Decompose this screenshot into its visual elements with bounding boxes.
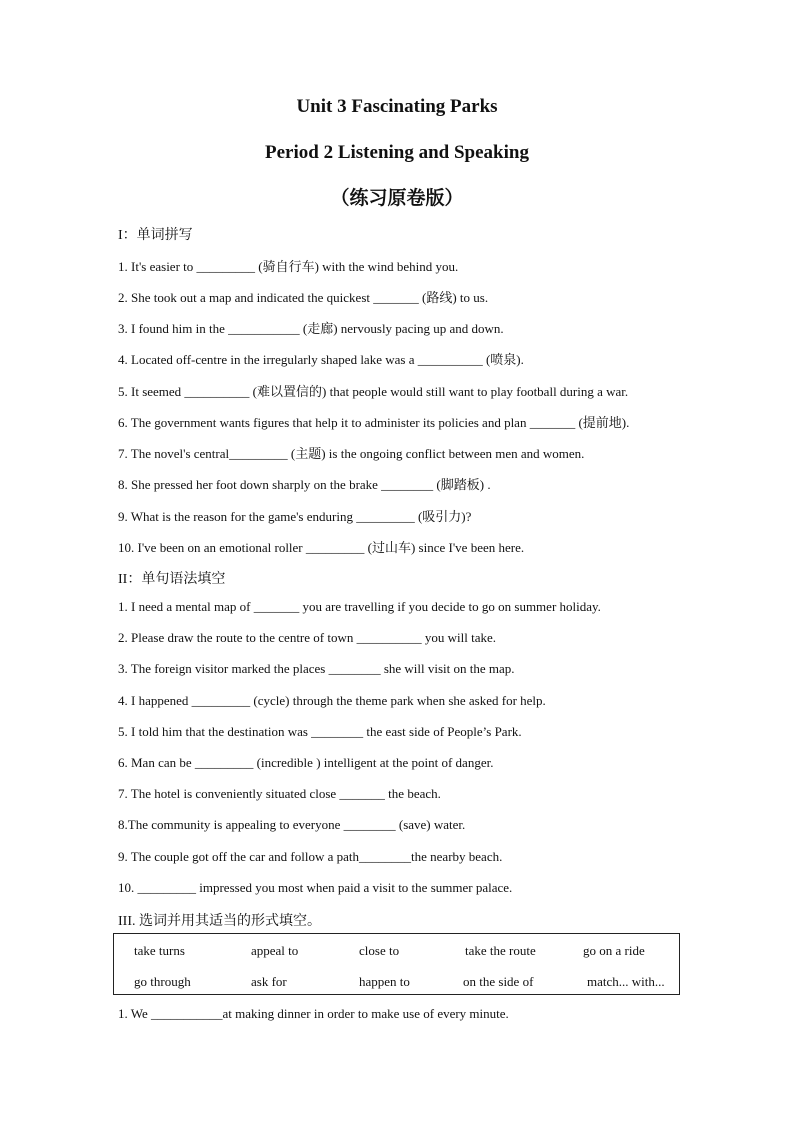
exercise-item: 10. I've been on an emotional roller _________ (过山车) since I've been here. xyxy=(118,540,525,555)
exercise-item: 6. Man can be _________ (incredible ) intelligent at the point of danger. xyxy=(118,755,494,770)
exercise-item: 3. The foreign visitor marked the places ________ she will visit on the map. xyxy=(118,661,515,676)
word-bank-option: go on a ride xyxy=(583,943,645,958)
word-bank-option: appeal to xyxy=(251,943,299,958)
word-bank-box xyxy=(113,933,680,995)
word-bank-option: on the side of xyxy=(463,974,534,989)
section-1-heading: I：单词拼写 xyxy=(118,228,193,243)
document-title: Unit 3 Fascinating Parks xyxy=(296,96,498,117)
word-bank-option: match... with... xyxy=(587,974,665,989)
word-bank-option: take turns xyxy=(134,943,185,958)
exercise-item: 2. Please draw the route to the centre of town __________ you will take. xyxy=(118,630,496,645)
word-bank-option: take the route xyxy=(465,943,536,958)
exercise-item: 9. The couple got off the car and follow a path________the nearby beach. xyxy=(118,849,503,864)
document-subtitle: Period 2 Listening and Speaking xyxy=(265,142,529,163)
section-2-heading: II：单句语法填空 xyxy=(118,572,226,587)
exercise-item: 7. The novel's central_________ (主题) is the ongoing conflict between men and women. xyxy=(118,446,585,461)
exercise-item: 7. The hotel is conveniently situated close _______ the beach. xyxy=(118,786,441,801)
exercise-item: 2. She took out a map and indicated the quickest _______ (路线) to us. xyxy=(118,290,489,305)
exercise-item: 9. What is the reason for the game's enduring _________ (吸引力)? xyxy=(118,509,472,524)
exercise-item: 4. Located off-centre in the irregularly shaped lake was a __________ (喷泉). xyxy=(118,352,524,367)
exercise-item: 4. I happened _________ (cycle) through the theme park when she asked for help. xyxy=(118,693,546,708)
exercise-item: 10. _________ impressed you most when paid a visit to the summer palace. xyxy=(118,880,513,895)
section-3-heading: III. 选词并用其适当的形式填空。 xyxy=(118,914,321,929)
exercise-item: 8. She pressed her foot down sharply on the brake ________ (脚踏板) . xyxy=(118,477,491,492)
edition-label: （练习原卷版） xyxy=(330,188,464,209)
exercise-item: 1. It's easier to _________ (骑自行车) with the wind behind you. xyxy=(118,259,459,274)
word-bank-option: close to xyxy=(359,943,400,958)
exercise-item: 3. I found him in the ___________ (走廊) nervously pacing up and down. xyxy=(118,321,504,336)
exercise-item: 6. The government wants figures that help it to administer its policies and plan _______ (提前地). xyxy=(118,415,630,430)
word-bank-option: ask for xyxy=(251,974,287,989)
exercise-item: 1. I need a mental map of _______ you are travelling if you decide to go on summer holiday. xyxy=(118,599,601,614)
exercise-item: 5. I told him that the destination was ________ the east side of People’s Park. xyxy=(118,724,522,739)
exercise-item: 8.The community is appealing to everyone ________ (save) water. xyxy=(118,817,466,832)
exercise-item: 1. We ___________at making dinner in order to make use of every minute. xyxy=(118,1006,509,1021)
word-bank-option: happen to xyxy=(359,974,410,989)
exercise-item: 5. It seemed __________ (难以置信的) that people would still want to play football during a war. xyxy=(118,384,629,399)
word-bank-option: go through xyxy=(134,974,191,989)
